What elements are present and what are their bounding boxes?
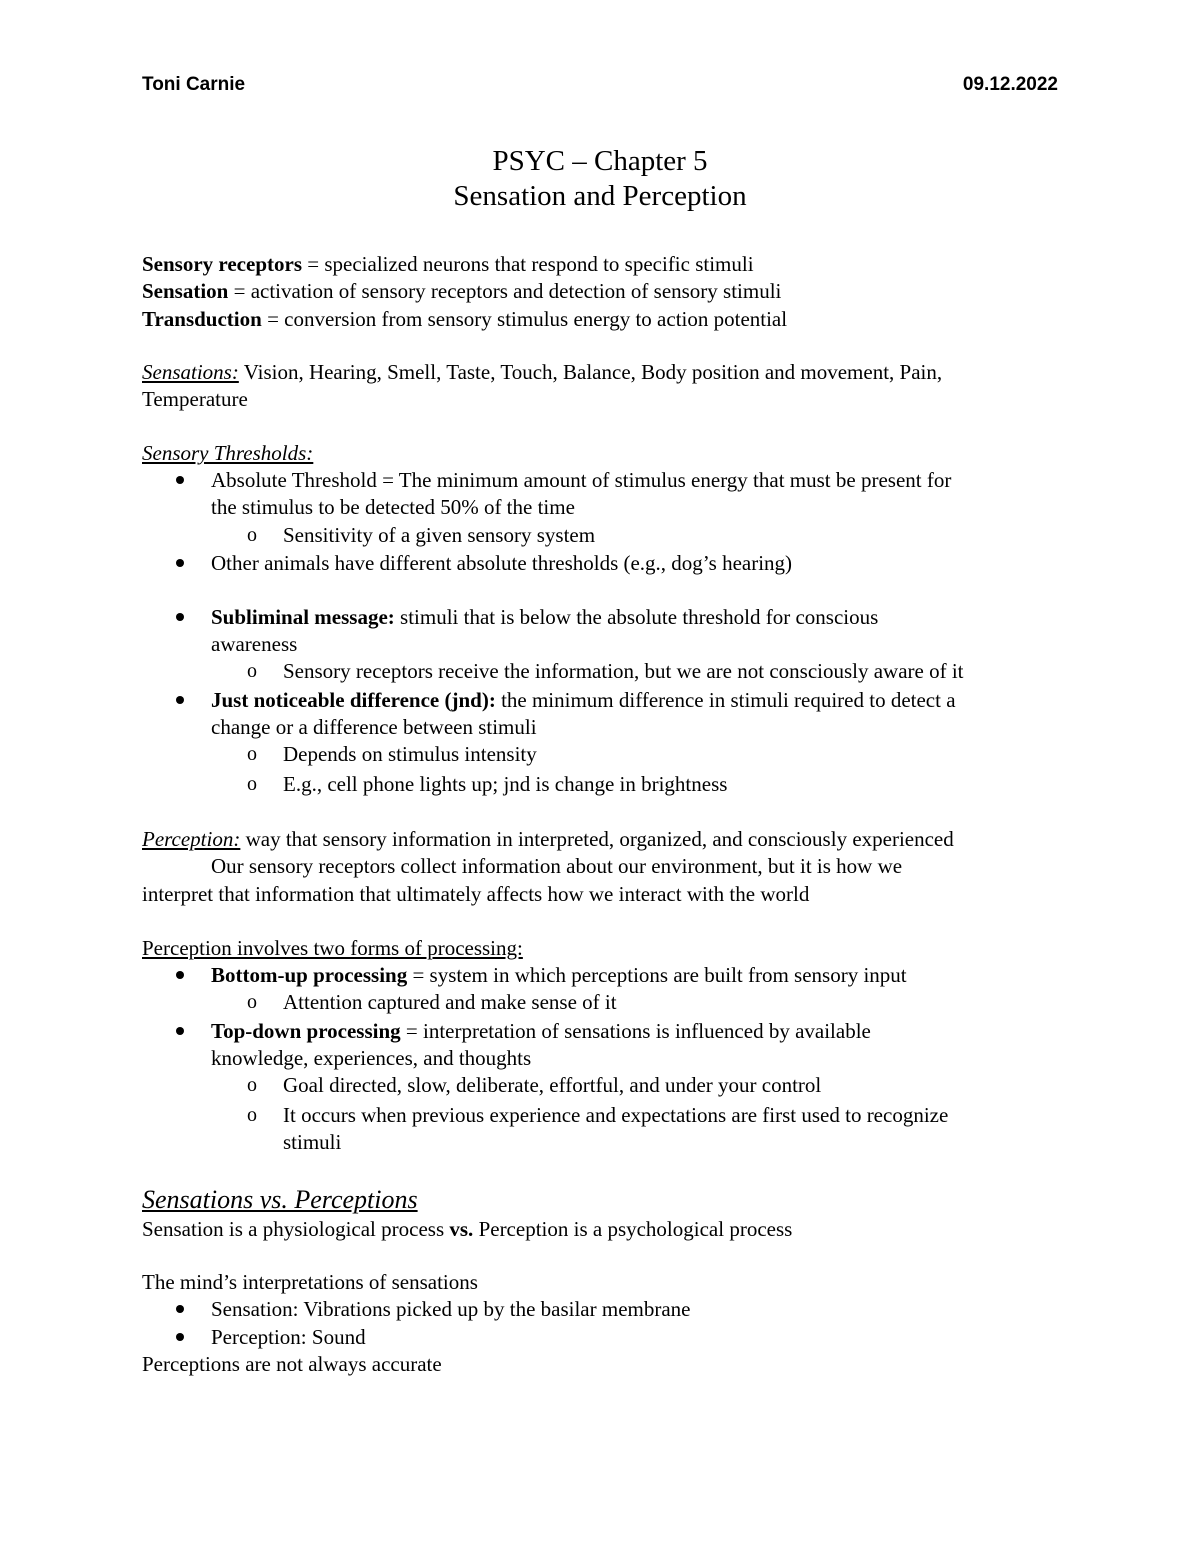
definition-text: = activation of sensory receptors and detection of sensory stimuli: [228, 279, 782, 303]
sub-list-item: Goal directed, slow, deliberate, effortful, and under your control: [283, 1073, 822, 1097]
processing-label: Perception involves two forms of processing:: [142, 936, 523, 960]
sub-bullet-icon: o: [247, 524, 257, 546]
perception-paragraph: Our sensory receptors collect information about our environment, but it is how we: [211, 854, 903, 878]
list-item-cont: knowledge, experiences, and thoughts: [211, 1046, 532, 1070]
sub-bullet-icon: o: [247, 1104, 257, 1126]
list-item-cont: awareness: [211, 632, 298, 656]
sensations-list-cont: Temperature: [142, 387, 248, 411]
sub-bullet-icon: o: [247, 1074, 257, 1096]
sub-list-item: Attention captured and make sense of it: [283, 990, 617, 1014]
sensations-list: Vision, Hearing, Smell, Taste, Touch, Balance, Body position and movement, Pain,: [238, 360, 943, 384]
term-text: stimuli that is below the absolute threshold for conscious: [394, 605, 879, 629]
sub-list-item: E.g., cell phone lights up; jnd is change in brightness: [283, 772, 728, 796]
bullet-icon: [176, 1027, 184, 1035]
title-line-2: Sensation and Perception: [453, 180, 747, 212]
definition-row: [142, 305, 787, 333]
versus-line: [142, 1215, 792, 1243]
bullet-icon: [176, 1333, 184, 1341]
list-item: [211, 603, 878, 631]
list-item: Sensation: Vibrations picked up by the basilar membrane: [211, 1297, 691, 1321]
list-item: Perception: Sound: [211, 1325, 366, 1349]
bullet-icon: [176, 696, 184, 704]
sub-list-item: Sensitivity of a given sensory system: [283, 523, 596, 547]
sub-bullet-icon: o: [247, 773, 257, 795]
term: Bottom-up processing: [211, 963, 408, 987]
definition-row: [142, 250, 754, 278]
bullet-icon: [176, 613, 184, 621]
perception-text: way that sensory information in interpreted, organized, and consciously experienced: [240, 827, 954, 851]
list-item: [211, 961, 907, 989]
author-name: Toni Carnie: [142, 74, 246, 95]
title-line-1: PSYC – Chapter 5: [492, 145, 708, 177]
list-item-cont: the stimulus to be detected 50% of the time: [211, 495, 575, 519]
sub-bullet-icon: o: [247, 660, 257, 682]
definition-term: Sensation: [142, 279, 229, 303]
sub-bullet-icon: o: [247, 743, 257, 765]
sub-list-item: Sensory receptors receive the information, but we are not consciously aware of it: [283, 659, 964, 683]
list-item: [211, 686, 956, 714]
term: Top-down processing: [211, 1019, 401, 1043]
bullet-icon: [176, 971, 184, 979]
list-item: [211, 1017, 871, 1045]
definition-text: = conversion from sensory stimulus energy to action potential: [261, 307, 788, 331]
term: Subliminal message:: [211, 605, 395, 629]
definition-term: Transduction: [142, 307, 262, 331]
mind-line: The mind’s interpretations of sensations: [142, 1270, 478, 1294]
sub-list-item: It occurs when previous experience and expectations are first used to recognize: [283, 1103, 949, 1127]
term-text: the minimum difference in stimuli required to detect a: [495, 688, 956, 712]
sensations-line: [142, 358, 942, 386]
sensations-label: Sensations:: [142, 360, 239, 384]
list-item-cont: change or a difference between stimuli: [211, 715, 537, 739]
thresholds-label: Sensory Thresholds:: [142, 441, 314, 465]
bullet-icon: [176, 1305, 184, 1313]
sub-bullet-icon: o: [247, 991, 257, 1013]
sub-list-item: Depends on stimulus intensity: [283, 742, 537, 766]
perception-line: [142, 825, 954, 853]
definition-row: [142, 277, 781, 305]
versus-text-b: Perception is a psychological process: [473, 1217, 793, 1241]
closing-line: Perceptions are not always accurate: [142, 1352, 442, 1376]
definition-text: = specialized neurons that respond to specific stimuli: [302, 252, 754, 276]
list-item: Absolute Threshold = The minimum amount of stimulus energy that must be present for: [211, 468, 952, 492]
definition-term: Sensory receptors: [142, 252, 302, 276]
perception-paragraph-cont: interpret that information that ultimately affects how we interact with the world: [142, 882, 810, 906]
term: Just noticeable difference (jnd):: [211, 688, 496, 712]
term-text: = interpretation of sensations is influenced by available: [400, 1019, 871, 1043]
versus-word: vs.: [449, 1217, 474, 1241]
section-heading: Sensations vs. Perceptions: [142, 1185, 418, 1214]
versus-text-a: Sensation is a physiological process: [142, 1217, 450, 1241]
list-item: Other animals have different absolute thresholds (e.g., dog’s hearing): [211, 551, 793, 575]
term-text: = system in which perceptions are built from sensory input: [407, 963, 907, 987]
document-date: 09.12.2022: [962, 74, 1058, 95]
perception-label: Perception:: [142, 827, 241, 851]
sub-list-item-cont: stimuli: [283, 1130, 342, 1154]
bullet-icon: [176, 559, 184, 567]
bullet-icon: [176, 476, 184, 484]
